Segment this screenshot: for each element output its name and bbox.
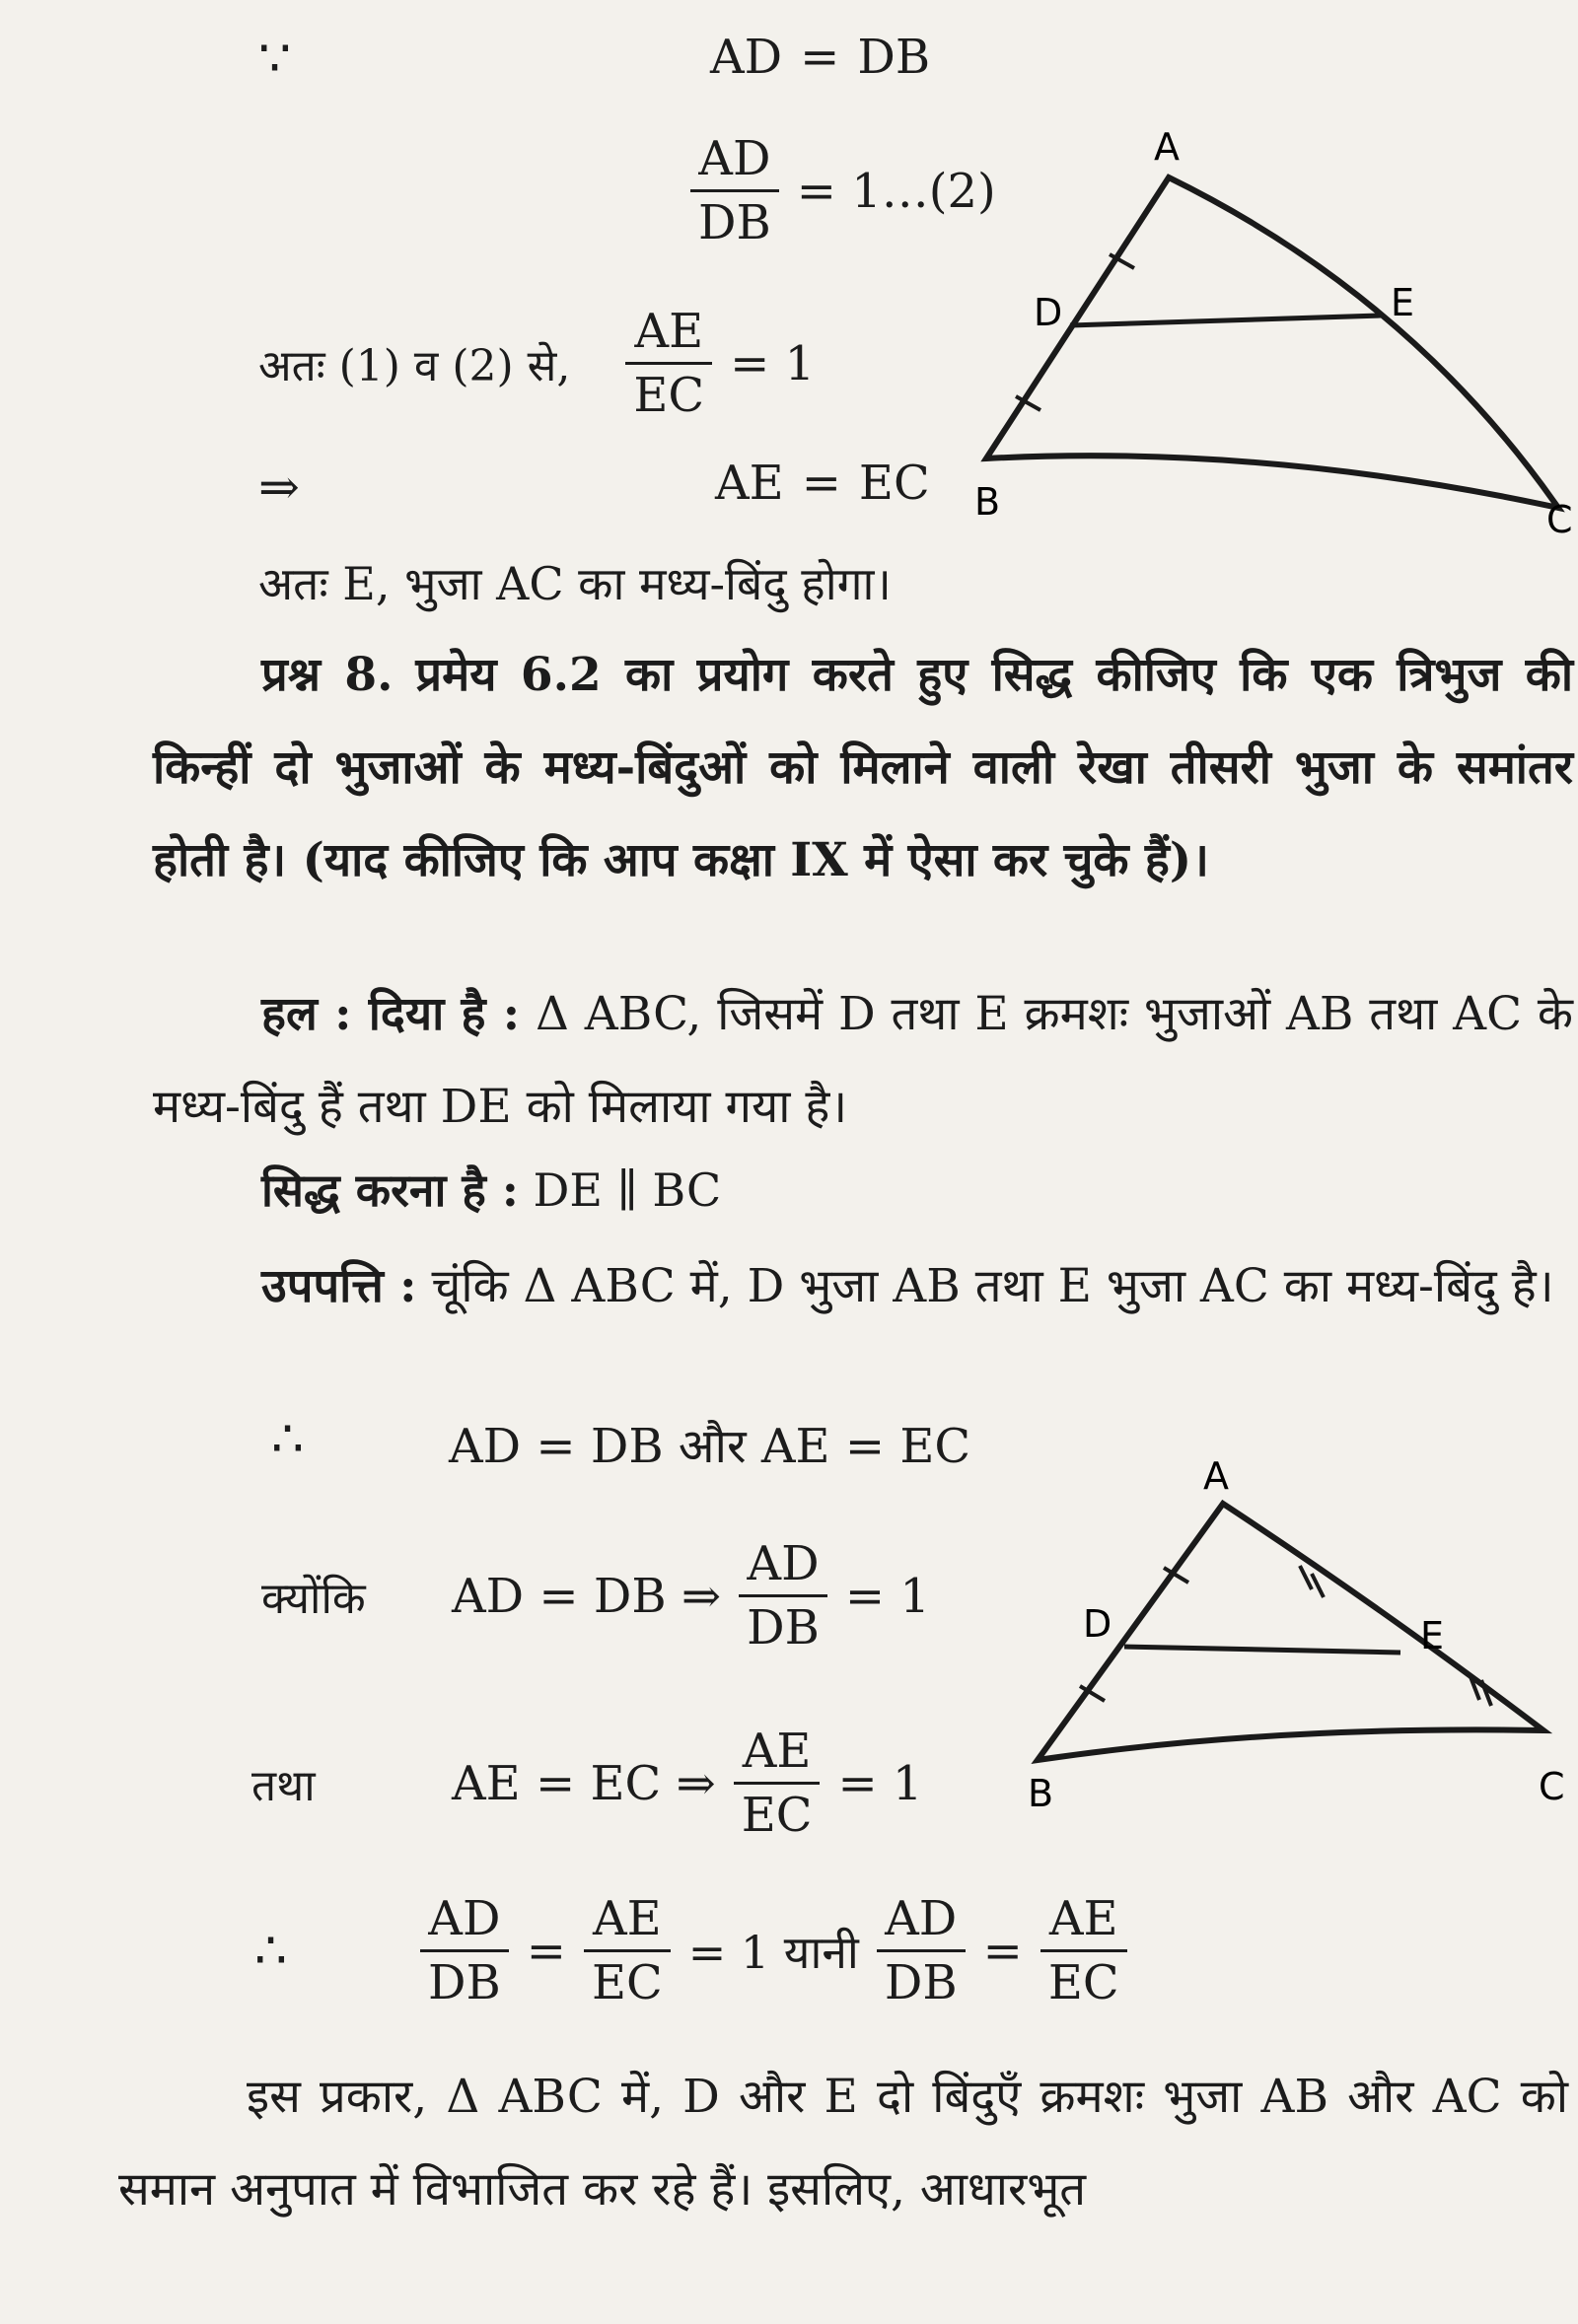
triangle-figure-1 [967,118,1573,542]
triangle-figure-2 [1006,1459,1578,1834]
solution-given: हल : दिया है : Δ ABC, जिसमें D तथा E क्रमशः भुजाओं AB तथा AC के मध्य-बिंदु हैं तथा DE को मिलाया गया है। [153,987,1573,1134]
vertex-b-2: B [1028,1772,1054,1815]
vertex-a-2: A [1203,1459,1229,1498]
segment-de-1 [1070,316,1381,325]
vertex-c-2: C [1539,1765,1565,1808]
vertex-a-1: A [1154,125,1180,169]
vertex-d-1: D [1034,291,1063,334]
vertex-e-2: E [1420,1614,1445,1657]
eq-ad-db: AD = DB [710,30,931,85]
tick-ae-b [1312,1574,1324,1597]
therefore-symbol-1: ∴ [271,1410,305,1469]
eq-ratio-2: $\frac{AD}{DB}$ = 1…(2) [690,128,996,253]
vertex-b-1: B [974,480,1001,524]
fraction-ad-db: $\frac{AD}{DB}$ [690,128,779,253]
vertex-e-1: E [1391,281,1415,324]
proof-intro: उपपत्ति : चूंकि Δ ABC में, D भुजा AB तथा E भुजा AC का मध्य-बिंदु है। [261,1259,1554,1313]
tick-ae-a [1300,1566,1312,1589]
triangle-abc-1 [986,177,1558,508]
to-prove: सिद्ध करना है : DE ∥ BC [261,1163,722,1217]
fraction-ad-db-2: $\frac{AD}{DB}$ [739,1533,827,1658]
eq-and-ae-ec: तथा AE = EC ⇒ $\frac{AE}{EC}$ = 1 [251,1721,922,1846]
eq-ad-db-ae-ec: AD = DB और AE = EC [449,1419,971,1474]
conclusion-midpoint: अतः E, भुजा AC का मध्य-बिंदु होगा। [258,557,892,610]
fraction-ae-ec-2: $\frac{AE}{EC}$ [734,1721,821,1846]
final-paragraph: इस प्रकार, Δ ABC में, D और E दो बिंदुएँ क्रमशः भुजा AB और AC को समान अनुपात में विभाजित कर रहे हैं। इसलिए, आधारभूत [118,2070,1568,2217]
eq-ratio-equality: ∴ $\frac{AD}{DB}$ = $\frac{AE}{EC}$ = 1 यानी $\frac{AD}{DB}$ = $\frac{AE}{EC}$ [254,1888,1127,2013]
triangle-abc-2 [1038,1504,1543,1760]
question-8: प्रश्न 8. प्रमेय 6.2 का प्रयोग करते हुए सिद्ध कीजिए कि एक त्रिभुज की किन्हीं दो भुजाओं के मध्य-बिंदुओं को मिलाने वाली रेखा तीसरी भुजा के समांतर होती है। (याद कीजिए कि आप कक्षा IX में ऐसा कर चुके हैं)। [153,648,1573,887]
vertex-c-1: C [1546,498,1573,541]
fraction-ae-ec: $\frac{AE}{EC}$ [625,301,712,426]
vertex-d-2: D [1083,1602,1112,1646]
implies-symbol: ⇒ [258,458,300,516]
because-symbol: ∵ [258,30,292,89]
eq-because-ad-db: क्योंकि AD = DB ⇒ $\frac{AD}{DB}$ = 1 [261,1533,930,1658]
eq-ae-ec: AE = EC [715,456,930,511]
segment-de-2 [1124,1647,1400,1653]
eq-ratio-ae-ec: अतः (1) व (2) से, $\frac{AE}{EC}$ = 1 [258,301,815,426]
